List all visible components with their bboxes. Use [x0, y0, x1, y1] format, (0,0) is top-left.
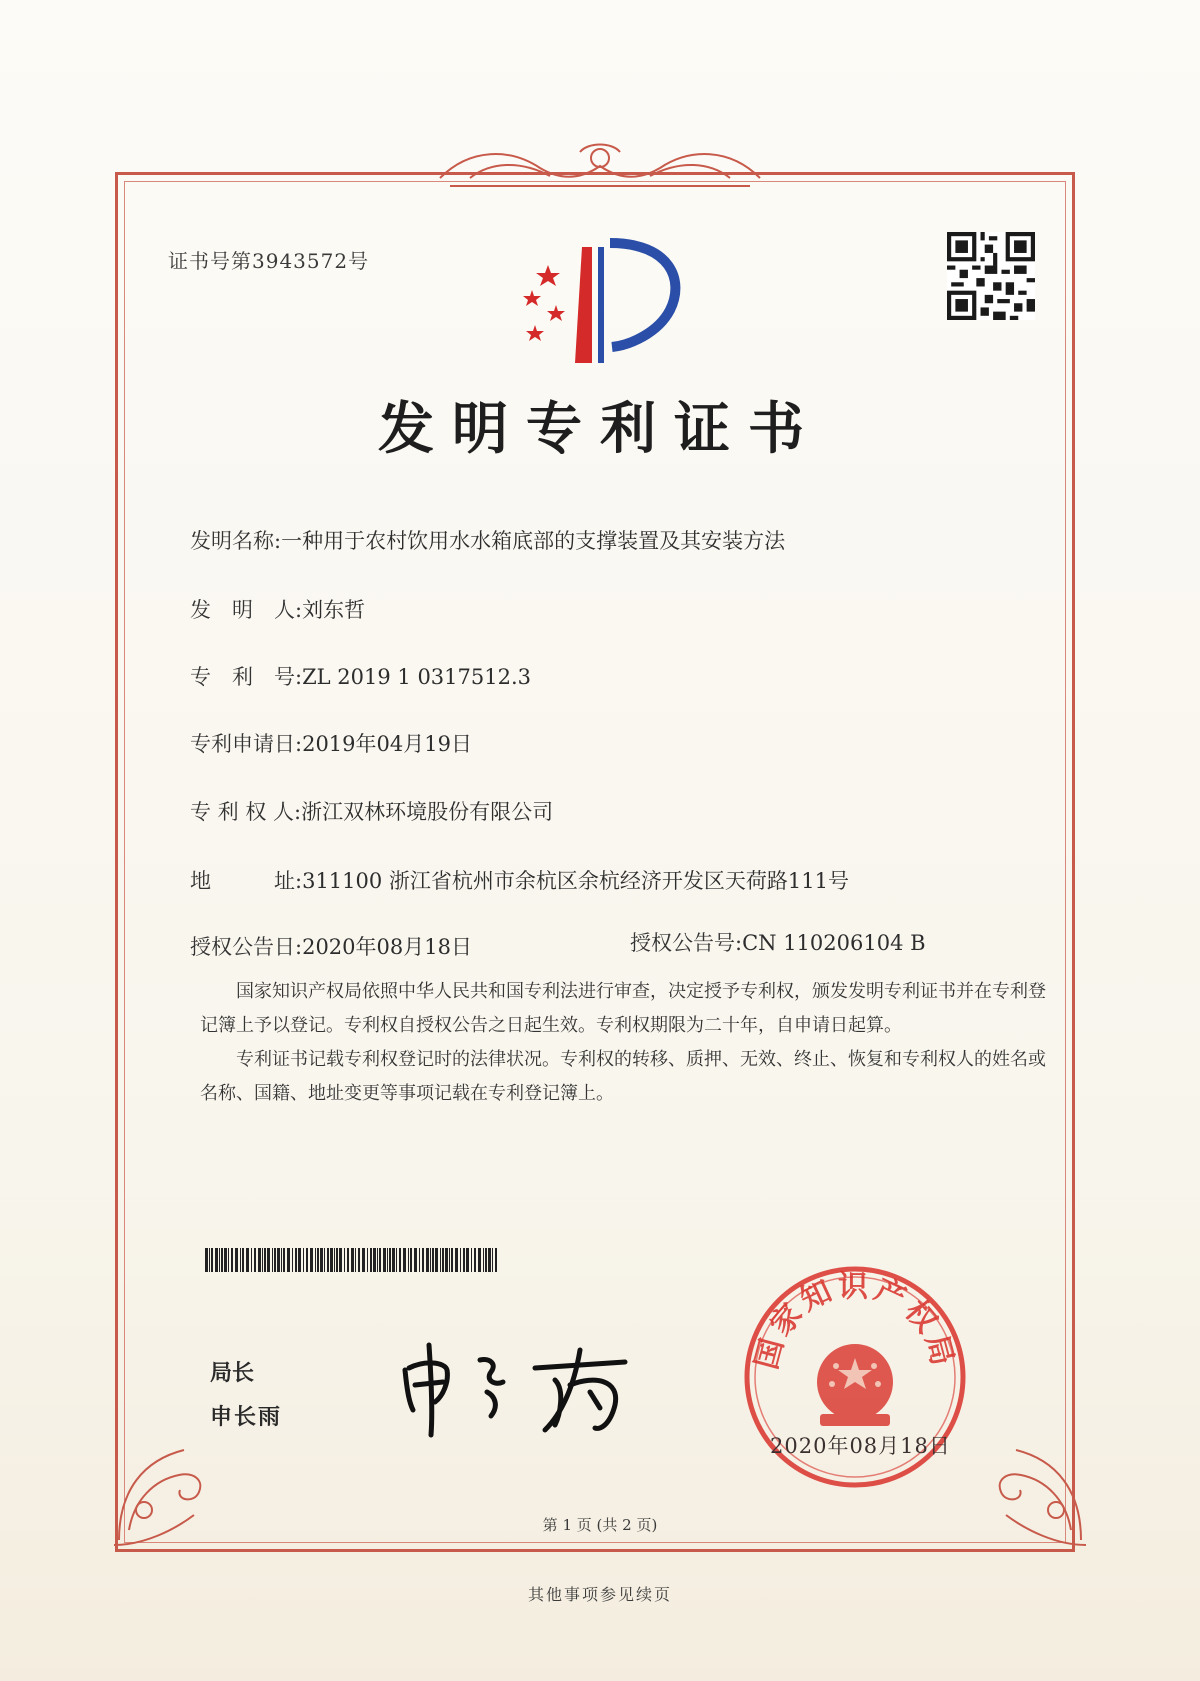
seal-date: 2020年08月18日 [770, 1434, 951, 1458]
filing-date-row [190, 728, 472, 758]
patent-number-label: 专 利 号: [190, 665, 303, 689]
grant-number-label: 授权公告号: [630, 931, 743, 955]
barcode-icon [205, 1248, 500, 1272]
page-indicator: 第 1 页 (共 2 页) [542, 1516, 658, 1534]
address-row [190, 865, 849, 895]
top-ornament-icon [430, 138, 770, 196]
patent-number-row [190, 661, 531, 691]
address-label: 地 址: [190, 869, 303, 893]
seal-text: 国家知识产权局 [749, 1269, 961, 1373]
invention-name-label: 发明名称: [190, 529, 282, 553]
body-paragraph-1: 国家知识产权局依照中华人民共和国专利法进行审查，决定授予专利权，颁发发明专利证书并在专利登记簿上予以登记。专利权自授权公告之日起生效。专利权期限为二十年，自申请日起算。 [200, 981, 1046, 1036]
footer-note: 其他事项参见续页 [527, 1585, 672, 1604]
certificate-title: 发明专利证书 [378, 396, 822, 462]
inventor-label: 发 明 人: [190, 598, 303, 622]
filing-date-value: 2019年04月19日 [302, 732, 472, 756]
grant-date-label: 授权公告日: [190, 935, 303, 959]
certificate-number: 证书号第3943572号 [168, 249, 370, 273]
grant-number-row [630, 927, 926, 957]
invention-name-row [190, 525, 785, 555]
filing-date-label: 专利申请日: [190, 732, 303, 756]
invention-name-value: 一种用于农村饮用水水箱底部的支撑装置及其安装方法 [281, 529, 786, 553]
patentee-label: 专 利 权 人: [190, 800, 302, 824]
certificate-body [200, 975, 1050, 1111]
grant-date-row [190, 931, 472, 961]
grant-number-value: CN 110206104 B [742, 931, 926, 955]
director-title: 局长 [210, 1361, 255, 1386]
grant-date-value: 2020年08月18日 [302, 935, 472, 959]
signature-icon [395, 1330, 635, 1440]
patent-logo-icon [520, 235, 690, 370]
qr-code-icon [947, 232, 1035, 320]
body-paragraph-2: 专利证书记载专利权登记时的法律状况。专利权的转移、质押、无效、终止、恢复和专利权人的姓名或名称、国籍、地址变更等事项记载在专利登记簿上。 [200, 1049, 1046, 1104]
address-value: 311100 浙江省杭州市余杭区余杭经济开发区天荷路111号 [302, 869, 849, 893]
inventor-row [190, 594, 365, 624]
patent-number-value: ZL 2019 1 0317512.3 [302, 665, 532, 689]
director-name: 申长雨 [210, 1405, 283, 1430]
patentee-row [190, 796, 553, 826]
inventor-value: 刘东哲 [302, 598, 366, 622]
patentee-value: 浙江双林环境股份有限公司 [301, 800, 554, 824]
